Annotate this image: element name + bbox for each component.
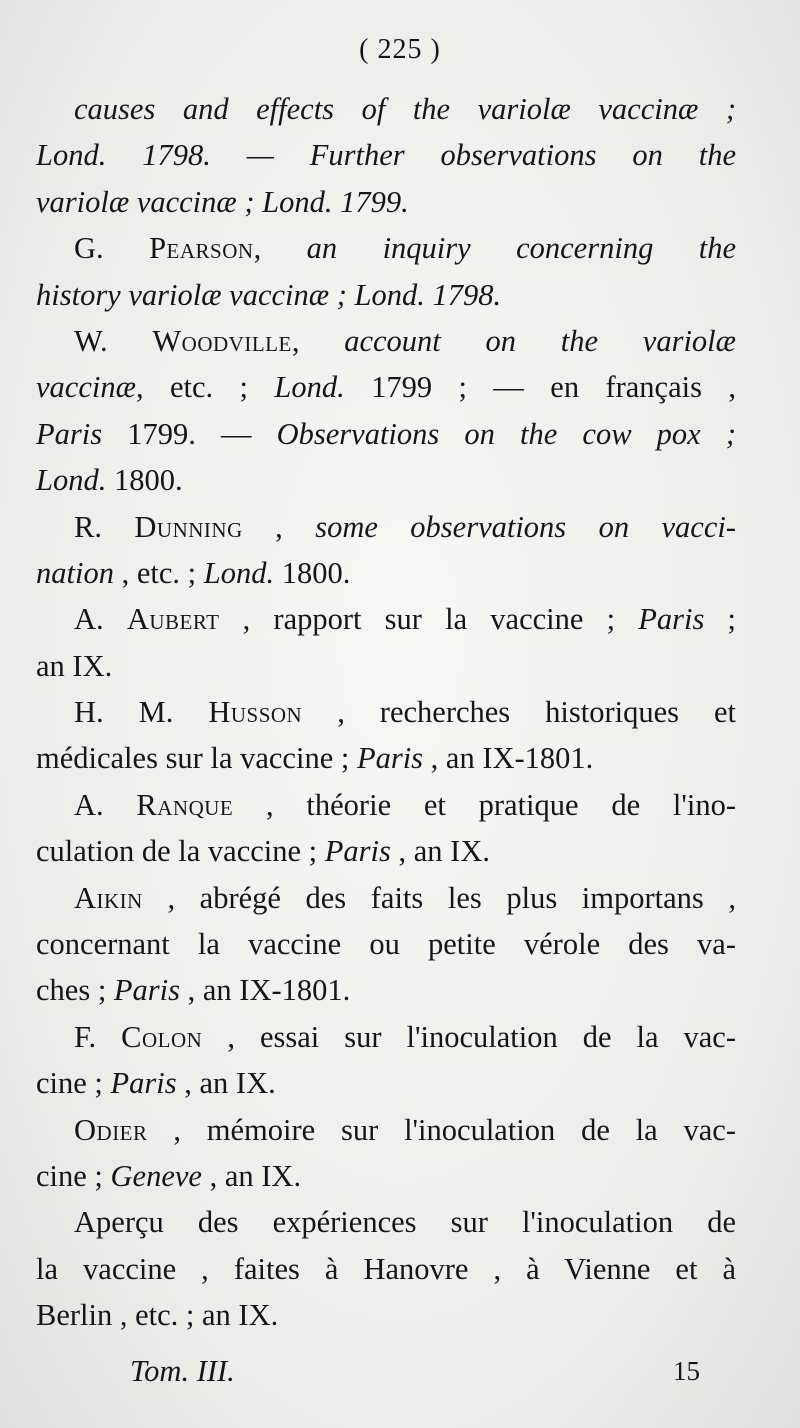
text-run: 1799 ; — en français , [344,370,736,405]
entry-line [36,643,736,689]
bibliography-entry [36,689,736,782]
text-run: 1799. — [102,416,277,451]
text-run: , rapport sur la vaccine ; [219,602,639,637]
text-run: W. [74,323,153,358]
text-run: A. [74,602,127,637]
entry-line [36,1107,736,1153]
text-run: , [253,231,307,266]
text-run: , abrégé des faits les plus importans , [142,880,736,915]
bibliography-list [36,86,736,1339]
entry-line [36,318,736,364]
entry-line [36,967,736,1013]
italic-text: Paris [638,602,705,637]
bibliography-entry [36,596,736,689]
italic-text: account on the variolæ [344,323,736,358]
text-run: , [291,323,345,358]
entry-line [36,504,736,550]
entry-line [36,272,736,318]
author-name: Dunning [134,509,243,544]
text-run: , recherches historiques et [302,695,736,730]
text-run: , mémoire sur l'inoculation de la vac- [147,1112,736,1147]
italic-text: Paris [110,1066,177,1101]
author-name: Aubert [126,602,220,637]
text-run: 1800. [274,555,351,590]
author-name: Woodville [152,323,292,358]
author-name: Aikin [74,880,143,915]
text-run: R. [74,509,135,544]
text-run: , essai sur l'inoculation de la vac- [202,1019,736,1054]
italic-text: variolæ vaccinæ ; Lond. 1799. [36,184,409,219]
entry-line [36,179,736,225]
text-run: concernant la vaccine ou petite vérole des va- [36,927,736,962]
text-run: 1800. [106,463,183,498]
bibliography-entry [36,1014,736,1107]
entry-line [36,1199,736,1245]
footer-signature: 15 [673,1356,700,1386]
entry-line [36,550,736,596]
author-name: Odier [74,1112,148,1147]
text-run: , etc. ; [113,555,204,590]
bibliography-entry [36,782,736,875]
italic-text: some observations on vacci- [315,509,737,544]
text-run: cine ; [36,1066,111,1101]
italic-text: Lond. 1798. — Further observations on the [36,138,736,173]
entry-line [36,875,736,921]
italic-text: Paris [36,416,103,451]
entry-line [36,1246,736,1292]
text-run: Berlin , etc. ; an IX. [36,1298,279,1333]
italic-text: Observations on the cow pox ; [276,416,736,451]
text-run: la vaccine , faites à Hanovre , à Vienne et à [36,1251,736,1286]
text-run: cine ; [36,1158,111,1193]
author-name: Colon [121,1019,203,1054]
text-run: an IX. [36,648,113,683]
entry-line [36,782,736,828]
bibliography-entry [36,86,736,225]
text-run: ches ; [36,973,114,1008]
entry-line [36,457,736,503]
italic-text: vaccinæ [36,370,136,405]
entry-line [36,921,736,967]
page-footer [36,1348,736,1394]
italic-text: Paris [324,834,391,869]
page-number: ( 225 ) [359,34,441,65]
bibliography-entry [36,225,736,318]
footer-volume: Tom. III. [130,1354,235,1388]
entry-line [36,1153,736,1199]
bibliography-entry [36,875,736,1014]
entry-line [36,411,736,457]
entry-line [36,689,736,735]
italic-text: Lond. [203,555,275,590]
entry-line [36,735,736,781]
author-name: Ranque [136,787,234,822]
italic-text: Geneve [110,1158,202,1193]
text-run: A. [74,787,137,822]
italic-text: Paris [113,973,181,1008]
text-run: G. [74,231,150,266]
text-run: médicales sur la vaccine ; [36,741,357,776]
entry-line [36,828,736,874]
entry-line [36,1014,736,1060]
italic-text: Paris [356,741,424,776]
italic-text: nation [36,555,114,590]
author-name: Husson [208,695,303,730]
author-name: Pearson [149,231,254,266]
bibliography-entry [36,318,736,504]
italic-text: Lond. [274,370,345,405]
text-run: , an IX-1801. [180,973,351,1008]
text-run: Aperçu des expériences sur l'inoculation de [74,1205,736,1240]
bibliography-entry [36,1107,736,1200]
text-run: , an IX-1801. [423,741,594,776]
text-run: H. M. [74,695,209,730]
text-run: , an IX. [390,834,490,869]
text-run: , [242,509,316,544]
italic-text: history variolæ vaccinæ ; Lond. 1798. [36,277,502,312]
entry-line [36,596,736,642]
entry-line [36,364,736,410]
text-run: F. [74,1019,122,1054]
bibliography-entry [36,1199,736,1338]
text-run: , théorie et pratique de l'ino- [233,787,736,822]
italic-text: an inquiry concerning the [306,231,737,266]
text-run: ; [704,602,736,637]
italic-text: Lond. [36,463,107,498]
entry-line [36,1292,736,1338]
entry-line [36,225,736,271]
entry-line [36,132,736,178]
text-run: culation de la vaccine ; [36,834,325,869]
text-run: , etc. ; [135,370,275,405]
text-run: , an IX. [201,1158,302,1193]
text-run: , an IX. [176,1066,276,1101]
bibliography-entry [36,504,736,597]
italic-text: causes and effects of the variolæ vaccinæ ; [74,92,736,126]
entry-line [36,86,736,132]
entry-line [36,1060,736,1106]
